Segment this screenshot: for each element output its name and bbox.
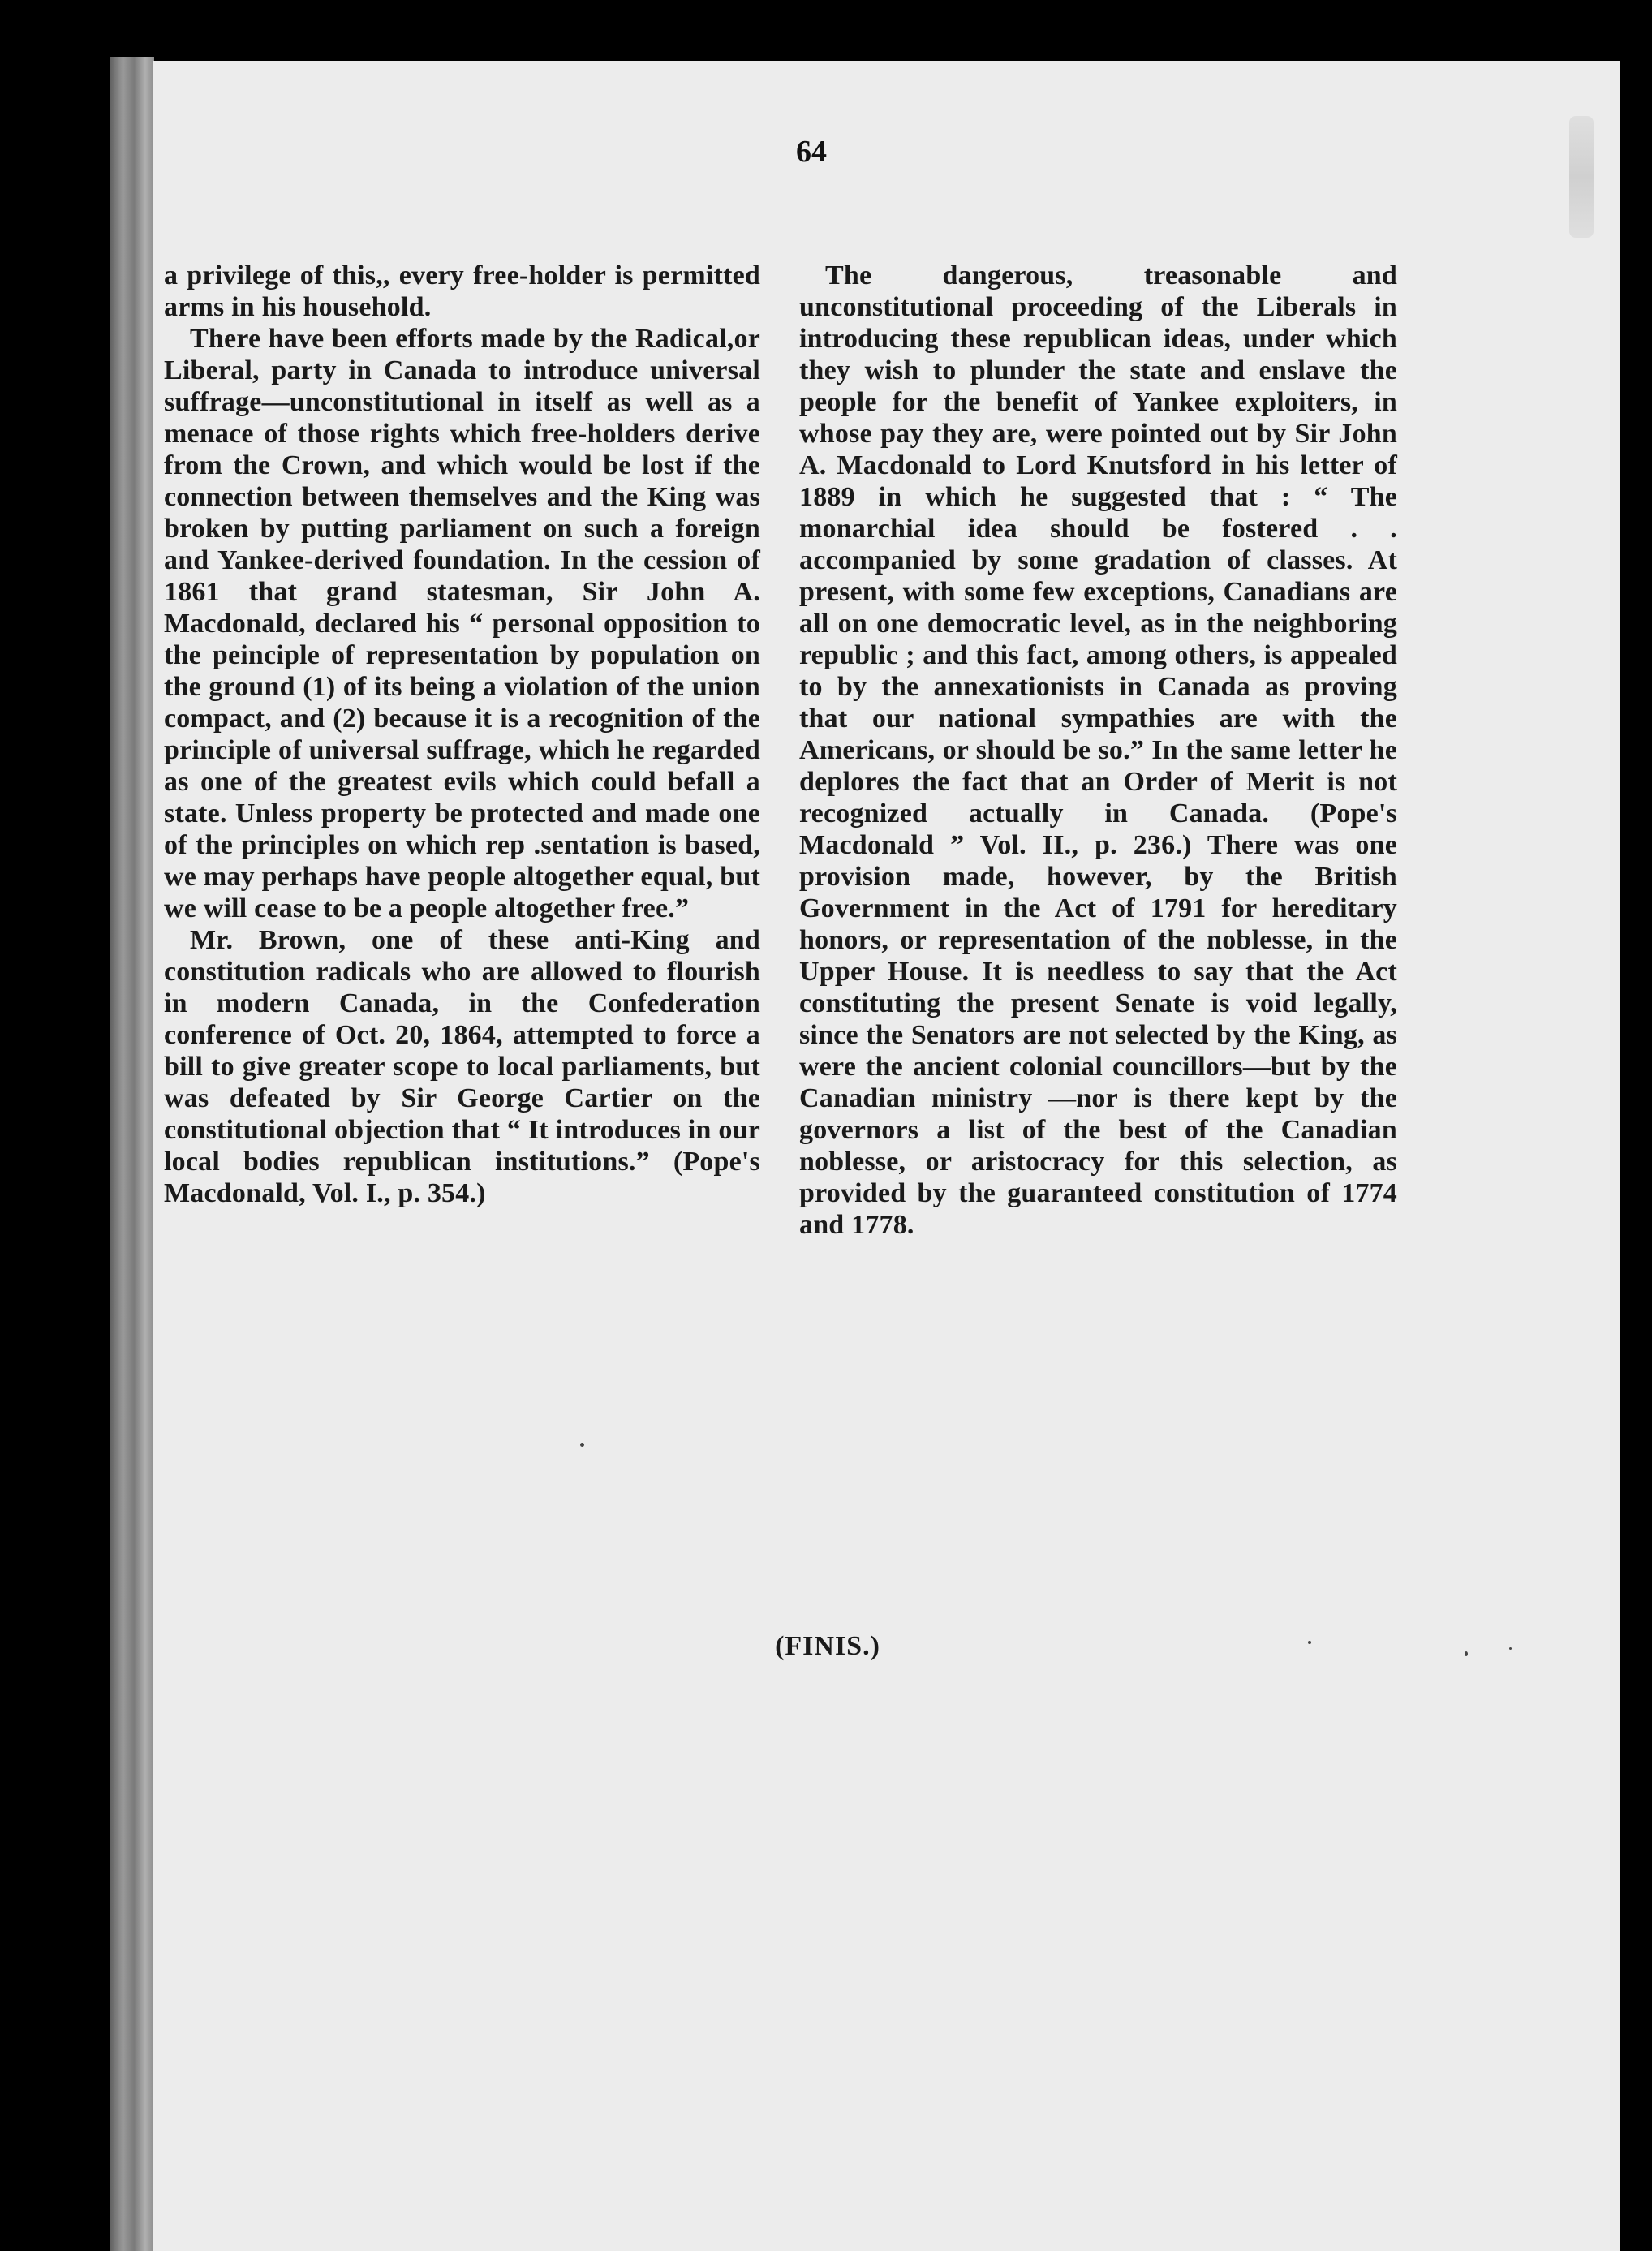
finis-text: (FINIS.) xyxy=(775,1631,880,1661)
ink-speck xyxy=(1509,1647,1512,1650)
ink-speck xyxy=(580,1443,584,1447)
page-number: 64 xyxy=(796,135,827,169)
page-smudge xyxy=(1569,116,1594,238)
ink-speck xyxy=(1465,1651,1468,1656)
left-paragraph-2: There have been efforts made by the Radical,or Liberal, party in Canada to introduce universal suffrage—unconstitutional in itself as well as a menace of those rights which free-holders derive from the Crown, and which would be lost if the connection between themselves and the King was broken by putting parliament on such a foreign and Yankee-derived foundation. In the cession of 1861 that grand statesman, Sir John A. Macdonald, declared his “ personal opposition to the peinciple of representation by population on the ground (1) of its being a violation of the union compact, and (2) because it is a recognition of the principle of universal suffrage, which he regarded as one of the greatest evils which could befall a state. Unless property be protected and made one of the principles on which rep .sentation is based, we may perhaps have people altogether equal, but we will cease to be a people altogether free.” xyxy=(164,324,760,923)
binding-edge xyxy=(110,57,154,2251)
right-paragraph-1: The dangerous, treasonable and unconstitutional proceeding of the Liberals in introducing these republican ideas, under which they wish to plunder the state and enslave the people for the benefit of Yankee exploiters, in whose pay they are, were pointed out by Sir John A. Macdonald to Lord Knutsford in his letter of 1889 in which he suggested that : “ The monarchial idea should be fostered . . accompanied by some gradation of classes. At present, with some few exceptions, Canadians are all on one democratic level, as in the neighboring republic ; and this fact, among others, is appealed to by the annexationists in Canada as proving that our national sympathies are with the Americans, or should be so.” In the same letter he deplores the fact that an Order of Merit is not recognized actually in Canada. (Pope's Macdonald ” Vol. II., p. 236.) There was one provision made, however, by the British Government in the Act of 1791 for hereditary honors, or representation of the noblesse, in the Upper House. It is needless to say that the Act constituting the present Senate is void legally, since the Senators are not selected by the King, as were the ancient colonial councillors—but by the Canadian ministry —nor is there kept by the governors a list of the best of the Canadian noblesse, or aristocracy for this selection, as provided by the guaranteed constitution of 1774 and 1778. xyxy=(799,260,1397,1240)
ink-speck xyxy=(1308,1641,1311,1644)
left-column xyxy=(164,260,760,1209)
left-paragraph-3: Mr. Brown, one of these anti-King and constitution radicals who are allowed to flourish in modern Canada, in the Confederation conference of Oct. 20, 1864, attempted to force a bill to give greater scope to local parliaments, but was defeated by Sir George Cartier on the constitutional objection that “ It introduces in our local bodies republican institutions.” (Pope's Macdonald, Vol. I., p. 354.) xyxy=(164,925,760,1208)
right-column xyxy=(799,260,1397,1241)
left-paragraph-1: a privilege of this,, every free-holder is permitted arms in his household. xyxy=(164,260,760,322)
